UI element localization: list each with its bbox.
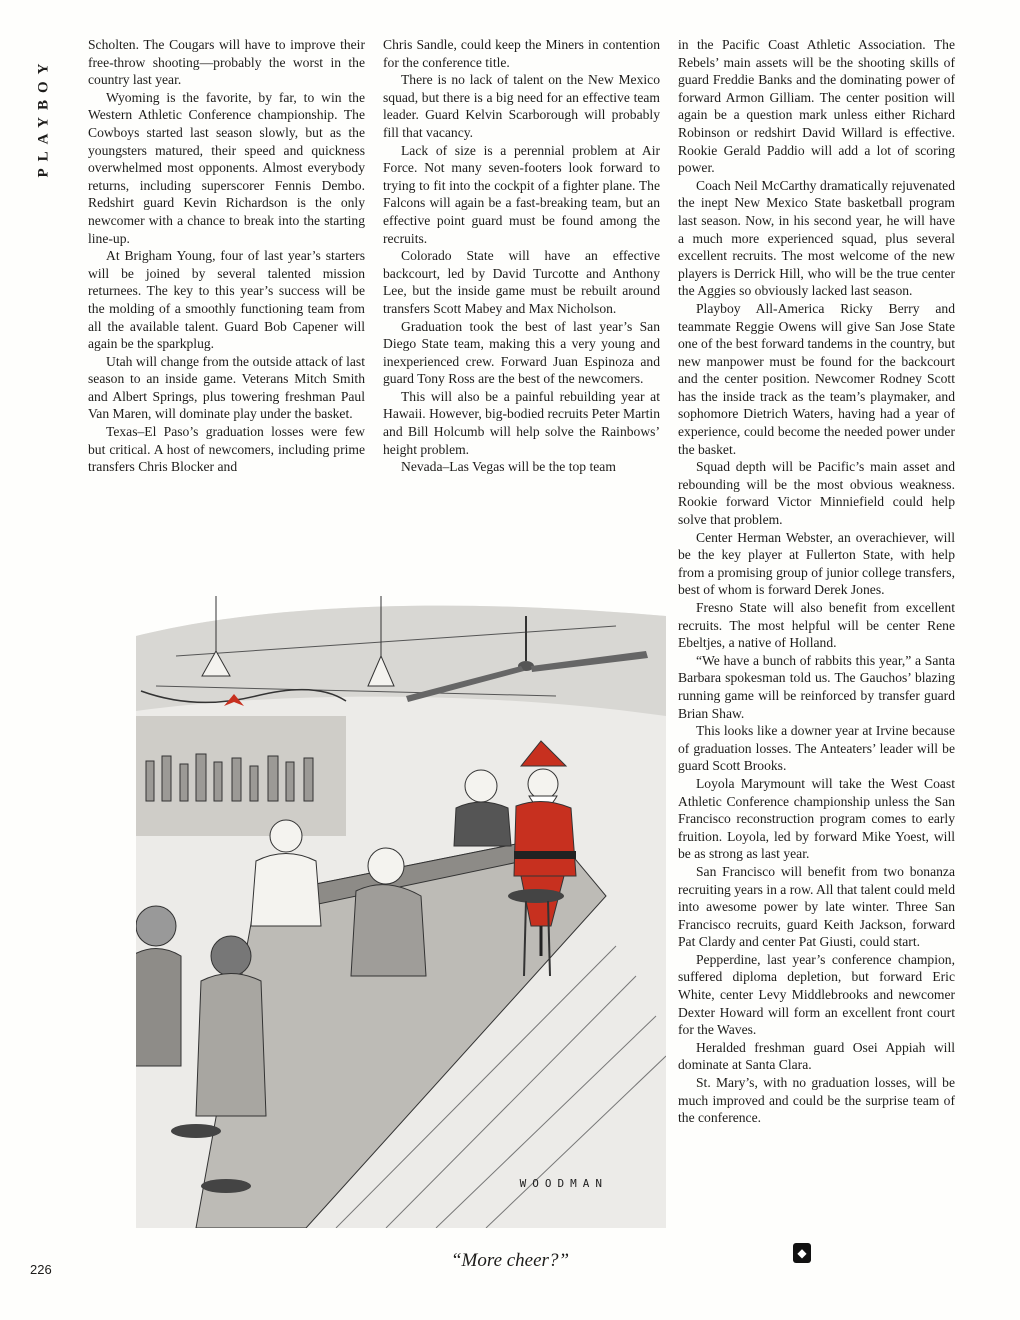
paragraph: Chris Sandle, could keep the Miners in contention for the conference title. bbox=[383, 37, 660, 70]
paragraph: Squad depth will be Pacific’s main asset and rebounding will be the most obvious weakness. Rookie forward Victor Minniefield could help solve that problem. bbox=[678, 459, 955, 528]
running-head-text: PLAYBOY bbox=[35, 56, 52, 178]
page-number: 226 bbox=[30, 1262, 52, 1277]
paragraph: Texas–El Paso’s graduation losses were few but critical. A host of newcomers, including prime transfers Chris Blocker and bbox=[88, 424, 365, 475]
paragraph: Lack of size is a perennial problem at Air Force. Not many seven-footers look forward to trying to fit into the cockpit of a fighter plane. The Falcons will again be a fast-breaking team, but an effective point guard must be found among the recruits. bbox=[383, 142, 660, 246]
article-column-1 bbox=[88, 36, 365, 476]
paragraph: This looks like a downer year at Irvine because of graduation losses. The Anteaters’ leader will be guard Scott Brooks. bbox=[678, 723, 955, 774]
bunny-logo-icon: ◆ bbox=[793, 1243, 811, 1263]
paragraph: Utah will change from the outside attack of last season to an inside game. Veterans Mitch Smith and Albert Springs, plus towering freshman Paul Van Maren, will dominate play under the basket. bbox=[88, 353, 365, 422]
paragraph: Center Herman Webster, an overachiever, will be the key player at Fullerton State, with help from a promising group of junior college transfers, best of whom is forward Derek Jones. bbox=[678, 529, 955, 598]
paragraph: Coach Neil McCarthy dramatically rejuvenated the inept New Mexico State basketball program last season. Now, in his second year, he will have a much more experienced squad, plus several excellent recruits. The most welcome of the new players is Derrick Hill, who will be the true center the Aggies so obviously lacked last season. bbox=[678, 177, 955, 299]
paragraph: Loyola Marymount will take the West Coast Athletic Conference championship unless the San Francisco reconstruction program comes to early fruition. Loyola, led by forward Mike Yoest, will be as strong as last year. bbox=[678, 775, 955, 862]
article-column-3 bbox=[678, 36, 955, 1127]
paragraph: Pepperdine, last year’s conference champion, suffered diploma depletion, but forward Eric White, center Levy Middlebrooks and newcomer Dexter Howard will form an excellent front court for the Waves. bbox=[678, 951, 955, 1038]
running-head bbox=[30, 42, 58, 192]
paragraph: Scholten. The Cougars will have to improve their free-throw shooting—probably the worst in the country last year. bbox=[88, 37, 365, 88]
article-column-2 bbox=[383, 36, 660, 476]
cartoon-caption: “More cheer?” bbox=[450, 1250, 570, 1271]
paragraph: Nevada–Las Vegas will be the top team bbox=[401, 459, 616, 475]
paragraph: Heralded freshman guard Osei Appiah will dominate at Santa Clara. bbox=[678, 1039, 955, 1073]
paragraph: Colorado State will have an effective backcourt, led by David Turcotte and Anthony Lee, but the inside game must be rebuilt around transfers Scott Mabey and Max Nicholson. bbox=[383, 248, 660, 316]
paragraph: Fresno State will also benefit from excellent recruits. The most helpful will be center Rene Ebeltjes, a native of Holland. bbox=[678, 600, 955, 651]
paragraph: San Francisco will benefit from two bonanza recruiting years in a row. All that talent could meld into awesome power by late winter. Three San Francisco recruits, guard Keith Jackson, forward Pat Clardy and center Pat Giusti, could start. bbox=[678, 863, 955, 950]
paragraph: This will also be a painful rebuilding year at Hawaii. However, big-bodied recruits Peter Martin and Bill Holcumb will help solve the Rainbows’ height problem. bbox=[383, 388, 660, 457]
artist-signature: WOODMAN bbox=[519, 1177, 608, 1190]
paragraph: Graduation took the best of last year’s San Diego State team, making this a very young and inexperienced crew. Forward Juan Espinoza and guard Tony Ross are the best of the newcomers. bbox=[383, 318, 660, 387]
paragraph: At Brigham Young, four of last year’s starters will be joined by several talented mission returnees. The key to this year’s success will be the molding of a smoothly functioning team from all the available talent. Guard Bob Capener will again be the sparkplug. bbox=[88, 248, 365, 352]
paragraph: in the Pacific Coast Athletic Association. The Rebels’ main assets will be the shooting skills of guard Freddie Banks and the dominating power of forward Armon Gilliam. The center position will again be a question mark unless either Richard Robinson or redshirt David Willard is effective. Rookie Gerald Paddio will add a lot of scoring power. bbox=[678, 37, 955, 176]
paragraph: “We have a bunch of rabbits this year,” a Santa Barbara spokesman told us. The Gauchos’ blazing running game will be reinforced by transfer guard Brian Shaw. bbox=[678, 652, 955, 721]
cartoon-illustration bbox=[136, 596, 666, 1228]
paragraph: Playboy All-America Ricky Berry and teammate Reggie Owens will give San Jose State one of the best forward tandems in the country, but new manpower must be found for the backcourt and the center position. Newcomer Rodney Scott has the inside track as the team’s playmaker, and sophomore Dietrich Waters, having had a year of experience, could become the needed power under the basket. bbox=[678, 300, 955, 457]
paragraph: St. Mary’s, with no graduation losses, will be much improved and could be the surprise team of the conference. bbox=[678, 1075, 955, 1126]
paragraph: There is no lack of talent on the New Mexico squad, but there is a big need for an effective team leader. Guard Kelvin Scarborough will probably fill that vacancy. bbox=[383, 72, 660, 140]
paragraph: Wyoming is the favorite, by far, to win the Western Athletic Conference championship. The Cowboys started last season slowly, but as the youngsters matured, their speed and quickness overwhelmed most opponents. Almost everybody returns, including superscorer Fennis Dembo. Redshirt guard Kevin Richardson is the only newcomer with a chance to break into the starting line-up. bbox=[88, 89, 365, 246]
